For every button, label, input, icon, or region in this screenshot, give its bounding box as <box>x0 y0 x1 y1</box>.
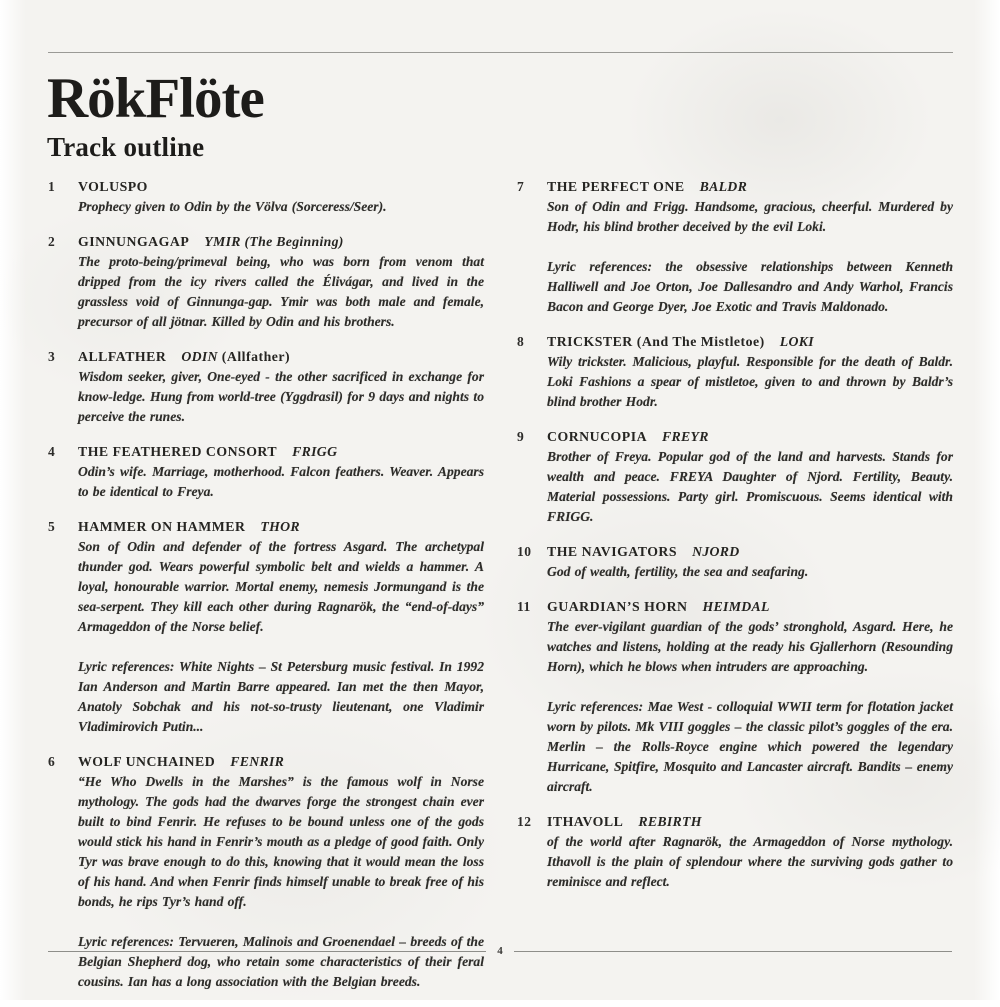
track-body <box>78 252 484 332</box>
track-paragraph: Lyric references: the obsessive relationships between Kenneth Halliwell and Joe Orton, Joe Dallesandro and Andy Warhol, Francis Bacon and George Dyer, Joe Exotic and Travis Maldonado. <box>547 259 953 314</box>
track-paragraph: Son of Odin and Frigg. Handsome, gracious, cheerful. Murdered by Hodr, his blind brother deceived by the evil Loki. <box>547 199 953 234</box>
track-paragraph: The ever-vigilant guardian of the gods’ stronghold, Asgard. Here, he watches and listens, holding at the ready his Gjallerhorn (Resounding Horn), which he blows when intruders are approaching. <box>547 619 953 674</box>
track-body <box>547 352 953 412</box>
track-subject: HEIMDAL <box>702 599 770 614</box>
track-paragraph: Lyric references: White Nights – St Petersburg music festival. In 1992 Ian Anderson and Martin Barre appeared. Ian met the then Mayor, Anatoly Sobchak and his not-so-trusty lieutenant, one Vladimir Vladimirovich Putin... <box>78 659 484 734</box>
track-title: GUARDIAN’S HORN <box>547 599 688 614</box>
track-body <box>78 537 484 737</box>
track-number: 3 <box>48 349 56 364</box>
page-title: Track outline <box>47 132 205 162</box>
track-title: ALLFATHER <box>78 349 167 364</box>
track-subject: LOKI <box>779 334 814 349</box>
track-heading <box>78 232 484 252</box>
track-content <box>547 177 953 317</box>
track-subject: ODIN <box>181 349 218 364</box>
track-title: CORNUCOPIA <box>547 429 648 444</box>
track-subject: NJORD <box>692 544 740 559</box>
track-paragraph: Wily trickster. Malicious, playful. Responsible for the death of Baldr. Loki Fashions a spear of mistletoe, given to and thrown by Baldr’s blind brother Hodr. <box>547 354 953 409</box>
track-item <box>48 517 484 737</box>
track-heading <box>547 177 953 197</box>
track-item <box>48 442 484 502</box>
track-content <box>547 812 953 892</box>
track-item <box>517 597 953 797</box>
track-subject: FREYR <box>662 429 709 444</box>
track-column-left <box>48 177 484 1007</box>
track-paragraph: Odin’s wife. Marriage, motherhood. Falcon feathers. Weaver. Appears to be identical to Freya. <box>78 464 484 499</box>
track-number: 1 <box>48 179 56 194</box>
track-heading <box>547 812 953 832</box>
track-item <box>517 812 953 892</box>
track-content <box>547 597 953 797</box>
track-number: 6 <box>48 754 56 769</box>
track-content <box>78 232 484 332</box>
track-number: 7 <box>517 179 525 194</box>
track-paragraph: “He Who Dwells in the Marshes” is the famous wolf in Norse mythology. The gods had the dwarves forge the strongest chain ever built to bind Fenrir. He refuses to be bound unless one of the gods would stick his hand in Fenrir’s mouth as a pledge of good faith. Only Tyr was brave enough to do this, knowing that it would mean the loss of his hand. And when Fenrir finds himself unable to break free of his bonds, he rips Tyr’s hand off. <box>78 774 484 909</box>
track-body <box>78 462 484 502</box>
page-header <box>47 67 264 163</box>
track-title: HAMMER ON HAMMER <box>78 519 246 534</box>
track-heading <box>547 427 953 447</box>
track-number: 4 <box>48 444 56 459</box>
footer-rule-right <box>514 951 952 952</box>
track-paragraph: Son of Odin and defender of the fortress Asgard. The archetypal thunder god. Wears powerful symbolic belt and wields a hammer. A loyal, honourable warrior. Mortal enemy, nemesis Jormungand is the sea-serpent. They kill each other during Ragnarök, the “end-of-days” Armageddon of the Norse belief. <box>78 539 484 634</box>
track-content <box>78 442 484 502</box>
track-subject: REBIRTH <box>638 814 702 829</box>
track-heading <box>547 332 953 352</box>
track-body <box>78 367 484 427</box>
track-title: TRICKSTER (And The Mistletoe) <box>547 334 765 349</box>
track-number: 2 <box>48 234 56 249</box>
track-heading <box>78 517 484 537</box>
track-paragraph: Prophecy given to Odin by the Völva (Sorceress/Seer). <box>78 199 387 214</box>
track-body <box>547 562 953 582</box>
track-title: VOLUSPO <box>78 179 148 194</box>
track-heading <box>547 597 953 617</box>
track-title: WOLF UNCHAINED <box>78 754 216 769</box>
track-content <box>547 332 953 412</box>
page-footer <box>48 946 952 957</box>
track-number: 8 <box>517 334 525 349</box>
track-body <box>78 197 484 217</box>
track-item <box>48 232 484 332</box>
track-item <box>517 542 953 582</box>
footer-rule-left <box>48 951 486 952</box>
page-number: 4 <box>497 945 503 957</box>
top-divider <box>48 52 953 53</box>
track-content <box>547 427 953 527</box>
track-subject-note: (Allfather) <box>221 349 291 364</box>
track-outline <box>48 177 953 1007</box>
track-content <box>547 542 953 582</box>
track-title: THE FEATHERED CONSORT <box>78 444 278 459</box>
track-number: 12 <box>517 814 532 829</box>
track-body <box>547 832 953 892</box>
track-subject: YMIR (The Beginning) <box>204 234 344 249</box>
track-heading <box>78 752 484 772</box>
track-body <box>547 197 953 317</box>
track-number: 11 <box>517 599 531 614</box>
track-content <box>78 517 484 737</box>
track-content <box>78 347 484 427</box>
track-body <box>547 617 953 797</box>
track-number: 9 <box>517 429 525 444</box>
track-paragraph: Lyric references: Tervueren, Malinois and Groenendael – breeds of the Belgian Shepherd dog, who retain some characteristics of their feral cousins. Ian has a long association with the Belgian breeds. <box>78 934 484 989</box>
track-subject: BALDR <box>699 179 748 194</box>
track-heading <box>78 177 484 197</box>
track-paragraph: The proto-being/primeval being, who was born from venom that dripped from the icy rivers called the Élivágar, and lived in the grassless void of Ginnunga-gap. Ymir was both male and female, precursor of all jötnar. Killed by Odin and his brothers. <box>78 254 484 329</box>
track-item <box>517 177 953 317</box>
track-title: ITHAVOLL <box>547 814 624 829</box>
track-number: 5 <box>48 519 56 534</box>
track-number: 10 <box>517 544 532 559</box>
track-content <box>78 177 484 217</box>
track-item <box>517 332 953 412</box>
track-heading <box>547 542 953 562</box>
track-title: THE NAVIGATORS <box>547 544 678 559</box>
track-heading <box>78 347 484 367</box>
track-item <box>48 177 484 217</box>
track-subject: THOR <box>260 519 300 534</box>
track-paragraph: of the world after Ragnarök, the Armageddon of Norse mythology. Ithavoll is the plain of splendour where the surviving gods gather to reminisce and reflect. <box>547 834 953 889</box>
album-title: RökFlöte <box>47 67 264 130</box>
track-heading <box>78 442 484 462</box>
track-title: GINNUNGAGAP <box>78 234 190 249</box>
track-item <box>517 427 953 527</box>
track-item <box>48 347 484 427</box>
track-body <box>547 447 953 527</box>
track-title: THE PERFECT ONE <box>547 179 685 194</box>
track-paragraph: Lyric references: Mae West - colloquial WWII term for flotation jacket worn by pilots. Mk VIII goggles – the classic pilot’s goggles of the era. Merlin – the Rolls-Royce engine which powered the legendary Hurricane, Spitfire, Mosquito and Lancaster aircraft. Bandits – enemy aircraft. <box>547 699 953 794</box>
track-subject: FRIGG <box>292 444 338 459</box>
track-paragraph: God of wealth, fertility, the sea and seafaring. <box>547 564 809 579</box>
track-paragraph: Brother of Freya. Popular god of the land and harvests. Stands for wealth and peace. FREYA Daughter of Njord. Fertility, Beauty. Material possessions. Party girl. Promiscuous. Seems identical with FRIGG. <box>547 449 953 524</box>
track-paragraph: Wisdom seeker, giver, One-eyed - the other sacrificed in exchange for know-ledge. Hung from world-tree (Yggdrasil) for 9 days and nights to perceive the runes. <box>78 369 484 424</box>
track-body <box>78 772 484 992</box>
track-column-right <box>517 177 953 1007</box>
track-subject: FENRIR <box>230 754 285 769</box>
